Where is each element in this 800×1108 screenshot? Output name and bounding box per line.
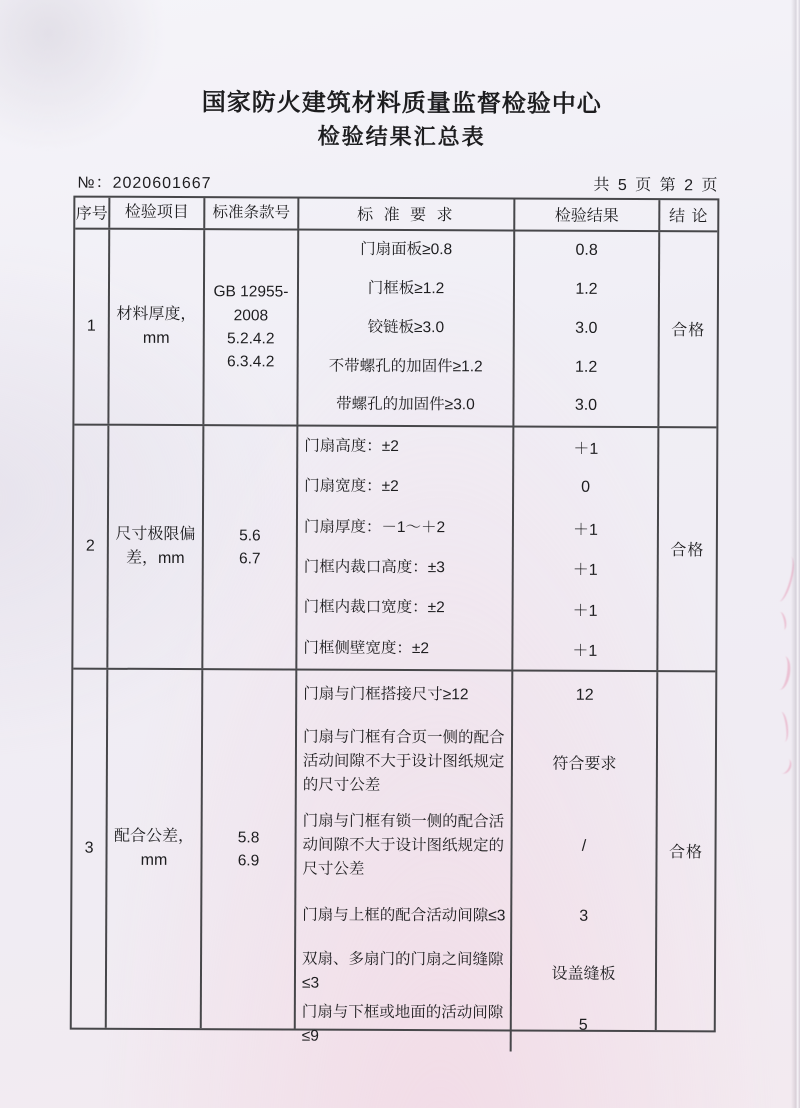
requirement: 门扇与门框有锁一侧的配合活动间隙不大于设计图纸规定的尺寸公差	[296, 804, 512, 887]
requirement: 不带螺孔的加固件≥1.2	[299, 347, 515, 387]
result: 12	[575, 686, 594, 704]
row-requirements	[296, 670, 659, 1045]
requirement-result-pair	[298, 386, 657, 426]
row-conclusion: 合格	[671, 322, 706, 340]
header-requirement: 标 准 要 求	[299, 198, 515, 229]
result: /	[581, 837, 587, 855]
result: 1.2	[574, 358, 598, 376]
table-row	[73, 425, 716, 672]
requirement: 铰链板≥3.0	[299, 308, 515, 348]
requirement: 门扇面板≥0.8	[299, 230, 515, 270]
table-row	[74, 229, 717, 428]
results-table	[70, 195, 720, 1045]
result: 1.2	[575, 280, 598, 298]
header-item: 检验项目	[110, 198, 205, 228]
result: 设盖缝板	[551, 965, 616, 984]
row-conclusion: 合格	[668, 844, 704, 862]
row-clause: GB 12955- 2008 5.2.4.2 6.3.4.2	[204, 230, 299, 424]
page-indicator: 共 5 页 第 2 页	[593, 176, 720, 195]
requirement: 门扇与门框搭接尺寸≥12	[297, 670, 513, 719]
table-header-row	[75, 197, 717, 232]
row-requirements	[297, 426, 659, 670]
requirement-result-pair	[296, 886, 655, 946]
requirement: 门扇厚度：－1～＋2	[298, 507, 514, 548]
document-title: 国家防火建筑材料质量监督检验中心	[201, 89, 602, 118]
requirement-result-pair	[298, 426, 657, 468]
header-conclusion: 结 论	[669, 208, 709, 226]
result: ＋1	[572, 602, 598, 620]
requirement-result-pair	[298, 467, 657, 509]
requirement: 门扇与上框的配合活动间隙≤3	[296, 886, 512, 945]
row-clause: 5.6 6.7	[203, 426, 298, 668]
result: ＋1	[572, 521, 598, 539]
result: 3.0	[574, 397, 598, 415]
requirement-result-pair	[297, 628, 656, 670]
requirement-result-pair	[299, 308, 658, 348]
requirement-result-pair	[298, 588, 657, 630]
row-seq: 3	[72, 669, 109, 1027]
requirement: 门扇宽度：±2	[298, 467, 514, 508]
requirement-result-pair	[299, 230, 658, 270]
row-seq: 1	[74, 229, 110, 423]
requirement: 门框板≥1.2	[299, 269, 515, 309]
row-item: 尺寸极限偏 差，mm	[108, 426, 204, 668]
row-seq: 2	[73, 425, 109, 667]
requirement-result-pair	[299, 269, 658, 309]
result: 0.8	[575, 241, 598, 260]
requirement: 门框内裁口高度：±3	[298, 547, 514, 588]
requirement-result-pair	[296, 998, 655, 1052]
requirement: 门扇与门框有合页一侧的配合活动间隙不大于设计图纸规定的尺寸公差	[297, 718, 513, 805]
meta-row	[73, 166, 719, 195]
row-clause: 5.8 6.9	[202, 670, 298, 1028]
requirement: 双扇、多扇门的门扇之间缝隙≤3	[296, 944, 512, 999]
header-seq: 序号	[75, 197, 110, 227]
table-row	[72, 669, 716, 1045]
requirement-result-pair	[297, 718, 656, 806]
row-item: 配合公差， mm	[107, 670, 204, 1028]
result: 0	[581, 479, 591, 497]
requirement: 门框侧壁宽度：±2	[297, 628, 513, 669]
row-item: 材料厚度， mm	[109, 230, 205, 424]
requirement-result-pair	[298, 507, 657, 549]
requirement-result-pair	[296, 804, 655, 888]
report-number-label: №：	[77, 174, 113, 192]
requirement-result-pair	[298, 547, 657, 589]
row-requirements	[298, 230, 660, 426]
header-result: 检验结果	[515, 199, 660, 230]
result: 符合要求	[552, 755, 617, 774]
result: ＋1	[572, 562, 598, 580]
requirement: 门扇高度：±2	[298, 426, 514, 467]
report-number	[73, 169, 211, 193]
requirement-result-pair	[296, 944, 655, 1000]
result: ＋1	[572, 642, 598, 660]
result: 3.0	[575, 319, 598, 337]
requirement: 门扇与下框或地面的活动间隙≤9	[296, 998, 512, 1051]
requirement: 带螺孔的加固件≥3.0	[298, 386, 514, 426]
requirement: 门框内裁口宽度：±2	[298, 588, 514, 629]
result: 5	[578, 1016, 588, 1034]
header-clause: 标准条款号	[205, 198, 299, 228]
document-subtitle: 检验结果汇总表	[317, 123, 486, 150]
row-conclusion: 合格	[670, 542, 705, 560]
result: 3	[579, 907, 589, 925]
requirement-result-pair	[299, 347, 658, 387]
result: ＋1	[573, 441, 599, 459]
requirement-result-pair	[297, 670, 656, 720]
report-number-value: 2020601667	[112, 174, 212, 192]
